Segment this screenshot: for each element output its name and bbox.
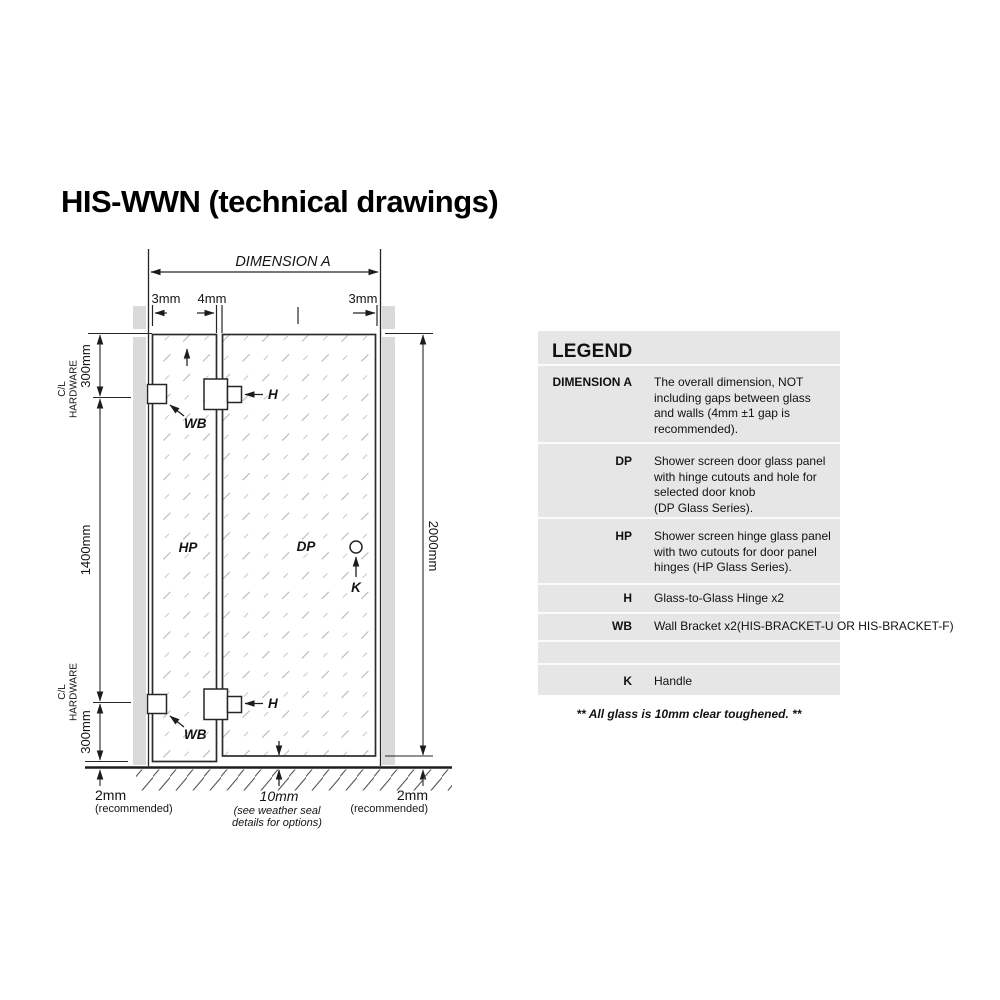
cl-hardware-top-1: C/L (57, 381, 68, 397)
bottom-mid-note-1: (see weather seal (233, 805, 321, 817)
cl-hardware-bottom-1: C/L (57, 684, 68, 700)
legend-desc-line: and walls (4mm ±1 gap is (654, 406, 790, 420)
gap-mid-label: 4mm (197, 291, 227, 306)
cl-hardware-bottom-2: HARDWARE (68, 663, 80, 721)
bracket-callout-bottom: WB (184, 727, 207, 742)
legend-term: H (623, 591, 632, 605)
legend-desc (654, 591, 784, 612)
handle-knob (350, 541, 362, 553)
bracket-callout-top: WB (184, 416, 207, 431)
legend-desc-line: with two cutouts for door panel (654, 544, 817, 559)
bottom-right-note: (recommended) (350, 803, 428, 815)
legend-desc-line: selected door knob (654, 485, 756, 499)
legend-desc (654, 375, 811, 442)
legend-term: WB (612, 619, 632, 633)
legend-term (538, 642, 632, 663)
dimension-a (151, 254, 378, 272)
legend-row-dp (538, 442, 840, 517)
dp-panel-label: DP (296, 539, 316, 554)
legend-desc-line: Handle (654, 674, 693, 688)
legend-term: DIMENSION A (552, 375, 632, 389)
gap-right-label: 3mm (348, 291, 378, 306)
legend-desc-line: hinges (HP Glass Series). (654, 560, 792, 574)
legend-row-k (538, 663, 840, 695)
bottom-left-gap: 2mm (95, 787, 127, 803)
legend-desc-line: Shower screen hinge glass panel (654, 529, 831, 543)
legend-row-hp (538, 517, 840, 583)
legend-desc (654, 454, 825, 517)
legend-row-empty (538, 640, 840, 663)
dimension-a-label: DIMENSION A (235, 254, 331, 270)
legend-desc-line: Glass-to-Glass Hinge x2 (654, 591, 785, 605)
legend-row-h (538, 583, 840, 612)
legend-desc-line: The overall dimension, NOT (654, 375, 804, 389)
dim-1400: 1400mm (78, 524, 93, 576)
legend-desc-line: (DP Glass Series). (654, 500, 754, 515)
hp-panel-label: HP (178, 540, 198, 555)
dim-300-top: 300mm (78, 344, 93, 388)
bottom-right-gap: 2mm (396, 787, 428, 803)
wall-left (133, 306, 146, 765)
legend-desc-line: including gaps between glass (654, 390, 811, 405)
legend-term: DP (615, 454, 632, 468)
legend-desc (654, 619, 954, 640)
dim-2000: 2000mm (426, 520, 441, 572)
legend-panel (538, 331, 954, 695)
legend-heading: LEGEND (552, 341, 633, 362)
top-gap-dims (153, 305, 378, 333)
legend-term: HP (615, 529, 632, 543)
legend-desc (654, 529, 831, 583)
legend-row-wb (538, 612, 954, 640)
bottom-mid-gap: 10mm (259, 788, 299, 804)
dim-300-bottom: 300mm (78, 710, 93, 754)
gap-left-label: 3mm (151, 291, 181, 306)
bottom-mid-note-2: details for options) (232, 817, 322, 829)
page-title: HIS-WWN (technical drawings) (61, 184, 499, 219)
handle-callout: K (351, 580, 361, 595)
legend-row-dimension-a (538, 364, 840, 442)
legend-footnote: ** All glass is 10mm clear toughened. ** (576, 707, 802, 721)
legend-desc-line: Shower screen door glass panel (654, 454, 826, 468)
hinge-callout-top: H (268, 387, 278, 402)
legend-desc-line: recommended). (654, 421, 739, 436)
wall-right (382, 306, 395, 765)
legend-desc (654, 674, 692, 695)
legend-desc-line: Wall Bracket x2(HIS-BRACKET-U OR HIS-BRACKET-F) (654, 619, 954, 633)
legend-term: K (623, 674, 632, 688)
hinge-callout-bottom: H (268, 696, 278, 711)
bottom-left-note: (recommended) (95, 803, 173, 815)
cl-hardware-top-2: HARDWARE (68, 360, 80, 418)
legend-desc-line: with hinge cutouts and hole for (654, 469, 817, 484)
